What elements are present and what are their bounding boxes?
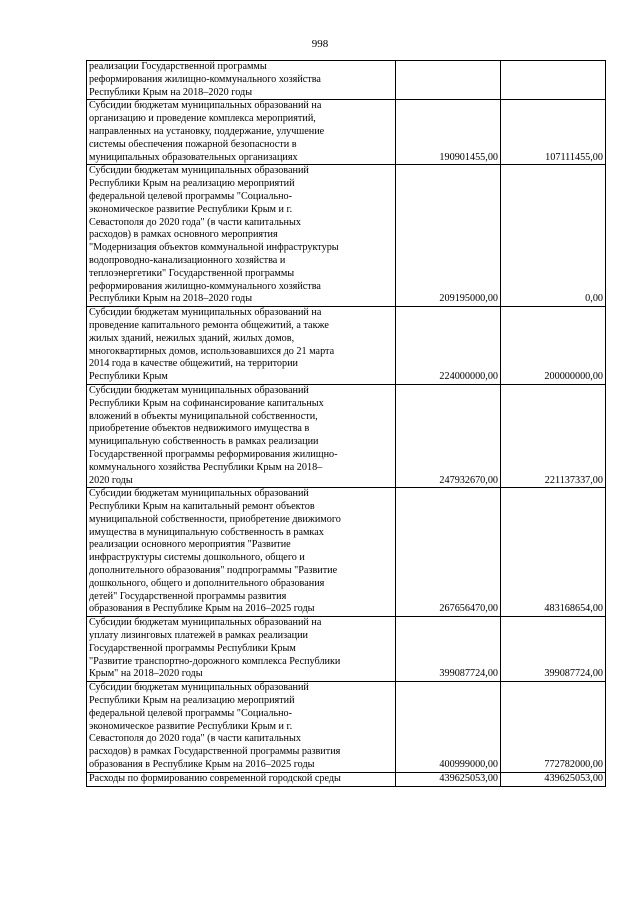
row-description: Субсидии бюджетам муниципальных образований Республики Крым на капитальный ремонт объектов муниципальной собственности, приобретение движимого имущества в муниципальную собственность в рамках реализации основного мероприятия "Развитие инфраструктуры системы дошкольного, общего и дополнительного образования" подпрограммы "Развитие дошкольного, общего и дополнительного образования детей" Государственной программы развития образования в Республике Крым на 2016–2025 годы xyxy=(87,488,396,617)
table-row xyxy=(87,100,606,165)
budget-table xyxy=(86,60,606,787)
row-description: реализации Государственной программы реформирования жилищно-коммунального хозяйства Республики Крым на 2018–2020 годы xyxy=(87,61,396,100)
amount-cell: 267656470,00 xyxy=(396,488,501,617)
amount-cell: 247932670,00 xyxy=(396,384,501,487)
amount-cell: 483168654,00 xyxy=(501,488,606,617)
row-description: Субсидии бюджетам муниципальных образований на организацию и проведение комплекса мероприятий, направленных на установку, поддержание, улучшение системы обеспечения пожарной безопасности в муниципальных образовательных организациях xyxy=(87,100,396,165)
page-number: 998 xyxy=(311,38,329,50)
row-description: Субсидии бюджетам муниципальных образований Республики Крым на реализацию мероприятий федеральной целевой программы "Социально- экономическое развитие Республики Крым и г. Севастополя до 2020 года" (в части капитальных расходов) в рамках Государственной программы развития образования в Республике Крым на 2016–2025 годы xyxy=(87,682,396,773)
table-row xyxy=(87,384,606,487)
amount-cell: 399087724,00 xyxy=(396,617,501,682)
amount-cell: 0,00 xyxy=(501,165,606,307)
amount-cell: 399087724,00 xyxy=(501,617,606,682)
amount-cell: 107111455,00 xyxy=(501,100,606,165)
amount-cell: 209195000,00 xyxy=(396,165,501,307)
row-description: Субсидии бюджетам муниципальных образований на уплату лизинговых платежей в рамках реализации Государственной программы Республики Крым "Развитие транспортно-дорожного комплекса Республики Крым" на 2018–2020 годы xyxy=(87,617,396,682)
amount-cell xyxy=(396,61,501,100)
table-row xyxy=(87,165,606,307)
row-description: Расходы по формированию современной городской среды xyxy=(87,772,396,786)
amount-cell: 190901455,00 xyxy=(396,100,501,165)
row-description: Субсидии бюджетам муниципальных образований на проведение капитального ремонта общежитий, а также жилых зданий, нежилых зданий, жилых домов, многоквартирных домов, использовавшихся до 21 марта 2014 года в качестве общежитий, на территории Республики Крым xyxy=(87,307,396,385)
amount-cell: 221137337,00 xyxy=(501,384,606,487)
row-description: Субсидии бюджетам муниципальных образований Республики Крым на софинансирование капитальных вложений в объекты муниципальной собственности, приобретение объектов недвижимого имущества в муниципальную собственность в рамках реализации Государственной программы реформирования жилищно- коммунального хозяйства Республики Крым на 2018– 2020 годы xyxy=(87,384,396,487)
amount-cell xyxy=(501,61,606,100)
table-row xyxy=(87,488,606,617)
amount-cell: 439625053,00 xyxy=(501,772,606,786)
amount-cell: 224000000,00 xyxy=(396,307,501,385)
table-row xyxy=(87,61,606,100)
amount-cell: 400999000,00 xyxy=(396,682,501,773)
table-row xyxy=(87,772,606,786)
amount-cell: 200000000,00 xyxy=(501,307,606,385)
amount-cell: 439625053,00 xyxy=(396,772,501,786)
table-row xyxy=(87,307,606,385)
table-row xyxy=(87,617,606,682)
table-row xyxy=(87,682,606,773)
row-description: Субсидии бюджетам муниципальных образований Республики Крым на реализацию мероприятий федеральной целевой программы "Социально- экономическое развитие Республики Крым и г. Севастополя до 2020 года" (в части капитальных расходов) в рамках основного мероприятия "Модернизация объектов коммунальной инфраструктуры водопроводно-канализационного хозяйства и теплоэнергетики" Государственной программы реформирования жилищно-коммунального хозяйства Республики Крым на 2018–2020 годы xyxy=(87,165,396,307)
amount-cell: 772782000,00 xyxy=(501,682,606,773)
